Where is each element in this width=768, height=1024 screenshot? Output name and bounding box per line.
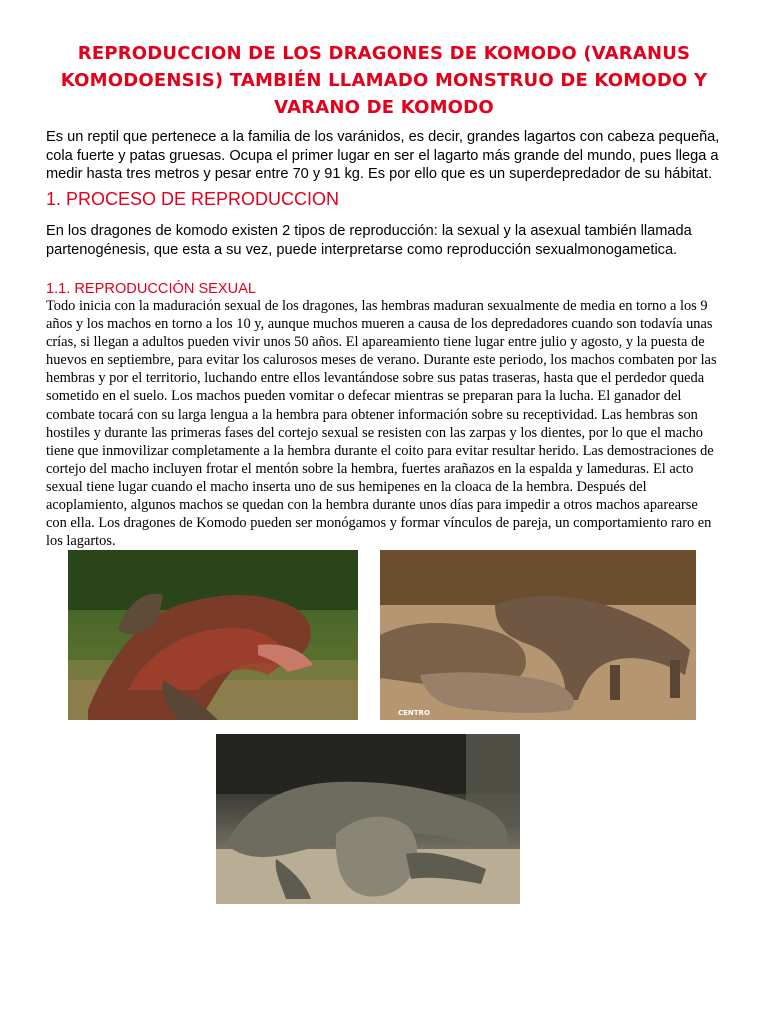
document-title: REPRODUCCION DE LOS DRAGONES DE KOMODO (VARANUS KOMODOENSIS) TAMBIÉN LLAMADO MONSTRUO DE KOMODO Y VARANO DE KOMODO <box>60 43 708 118</box>
subsection-heading-sexual: 1.1. REPRODUCCIÓN SEXUAL <box>46 281 257 297</box>
section-paragraph-proceso: En los dragones de komodo existen 2 tipos de reproducción: la sexual y la asexual también llamada partenogénesis, que esta a su vez, puede interpretarse como reproducción sexualmonogametica. <box>46 223 692 258</box>
photo-dragons-fighting <box>68 550 358 720</box>
section-heading-proceso: 1. PROCESO DE REPRODUCCION <box>46 189 340 209</box>
subsection-paragraph-sexual: Todo inicia con la maduración sexual de los dragones, las hembras maduran sexualmente de media en torno a los 9 años y los machos en torno a los 10 y, aunque muchos mueren a causa de los depredadores cuando son todavía unas crías, si llegan a adultos pueden vivir unos 50 años. El apareamiento tiene lugar entre julio y agosto, y la puesta de huevos en septiembre, para evitar los calurosos meses de verano. Durante este periodo, los machos combaten por las hembras y por el territorio, luchando entre ellos levantándose sobre sus patas traseras, hasta que el perdedor queda sometido en el suelo. Los machos pueden vomitar o defecar mientras se preparan para la lucha. El ganador del combate tocará con su larga lengua a la hembra para obtener información sobre su receptividad. Las hembras son hostiles y durante las primeras fases del cortejo sexual se resisten con las zarpas y los dientes, por lo que el macho tiene que inmovilizar completamente a la hembra durante el coito para evitar resultar herido. Las demostraciones de cortejo del macho incluyen frotar el mentón sobre la hembra, fuertes arañazos en la espalda y lameduras. El acto sexual tiene lugar cuando el macho inserta uno de sus hemipenes en la cloaca de la hembra. Después del acoplamiento, algunos machos se quedan con la hembra durante unos días para impedir a otros machos aparearse con ella. Los dragones de Komodo pueden ser monógamos y formar vínculos de pareja, un comportamiento raro en los lagartos. <box>46 298 717 550</box>
intro-paragraph: Es un reptil que pertenece a la familia de los varánidos, es decir, grandes lagartos con cabeza pequeña, cola fuerte y patas gruesas. Ocupa el primer lugar en ser el lagarto más grande del mundo, pues llega a medir hasta tres metros y pesar entre 70 y 91 kg. Es por ello que es un superdepredador de su hábitat. <box>46 129 720 182</box>
photo-dragons-resting <box>216 734 520 904</box>
photo-dragons-sand <box>380 550 696 720</box>
photo-watermark: CENTRO <box>398 709 430 717</box>
